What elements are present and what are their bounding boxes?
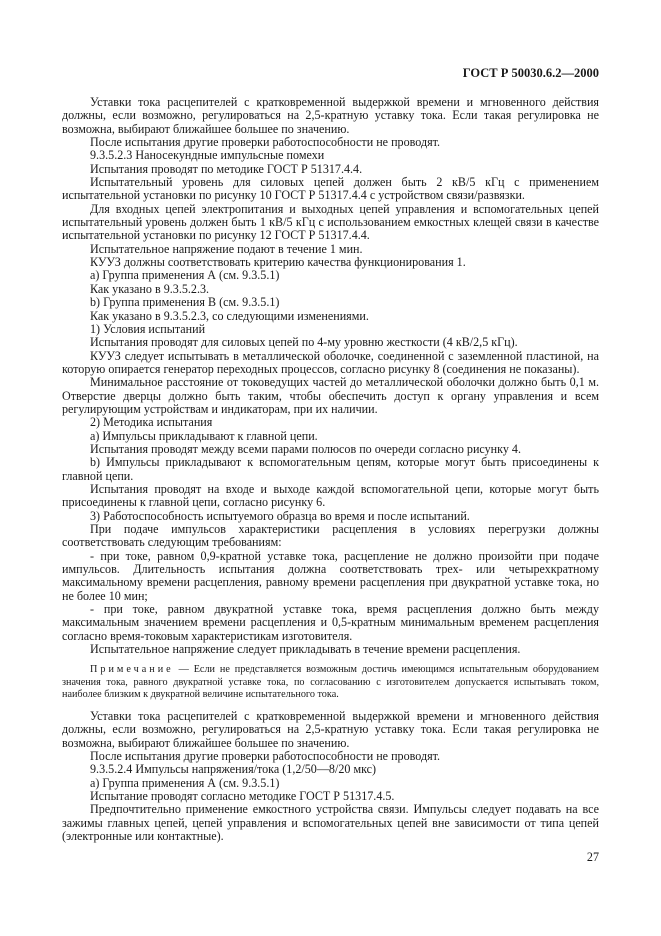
paragraph <box>62 310 599 323</box>
paragraph-text: После испытания другие проверки работоспособности не проводят. <box>90 749 441 764</box>
paragraph <box>62 176 599 203</box>
paragraph-text: Для входных цепей электропитания и выходных цепей управления и вспомогательных цепей испытательный уровень должен быть 1 кВ/5 кГц с использованием емкостных клещей связи в качестве испытательной установки по рисунку 12 ГОСТ Р 51317.4.4. <box>62 201 599 243</box>
paragraph-text: После испытания другие проверки работоспособности не проводят. <box>90 135 441 150</box>
paragraph <box>62 643 599 656</box>
paragraph-text: Испытания проводят для силовых цепей по 4-му уровню жесткости (4 кВ/2,5 кГц). <box>90 335 518 350</box>
paragraph <box>62 510 599 523</box>
paragraph <box>62 96 599 136</box>
paragraph <box>62 430 599 443</box>
paragraph-text: Уставки тока расцепителей с кратковременной выдержкой времени и мгновенного действия должны, если возможно, регулироваться на 2,5-кратную уставку тока. Если такая регулировка не возможна, выбирают ближайшее большее по значению. <box>62 95 599 136</box>
paragraph <box>62 710 599 750</box>
note-label: Примечание <box>90 664 174 676</box>
paragraph-text: Испытательное напряжение следует прикладывать в течение времени расцепления. <box>90 642 521 657</box>
paragraph-text: - при токе, равном 0,9-кратной уставке тока, расцепление не должно произойти при подаче импульсов. Длительность испытания должна соответствовать трех- или четырехкратному максимальному времени расцепления, равному времени расцепления при двукратной уставке тока, но не более 10 мин; <box>62 548 599 603</box>
paragraph <box>62 296 599 309</box>
paragraph-text: а) Импульсы прикладывают к главной цепи. <box>90 428 318 443</box>
paragraph-text: Испытания проводят по методике ГОСТ Р 51317.4.4. <box>90 161 363 176</box>
document-header: ГОСТ Р 50030.6.2—2000 <box>462 66 599 80</box>
paragraph-text: Уставки тока расцепителей с кратковременной выдержкой времени и мгновенного действия должны, если возможно, регулироваться на 2,5-кратную уставку тока. Если такая регулировка не возможна, выбирают ближайшее большее по значению. <box>62 709 599 750</box>
paragraph <box>62 323 599 336</box>
paragraph-text: Как указано в 9.3.5.2.3, со следующими изменениями. <box>90 308 369 323</box>
paragraph-text: Испытания проводят между всеми парами полюсов по очереди согласно рисунку 4. <box>90 441 521 456</box>
paragraph <box>62 483 599 510</box>
paragraph-text: Испытание проводят согласно методике ГОСТ Р 51317.4.5. <box>90 789 395 804</box>
paragraph-text: - при токе, равном двукратной уставке тока, время расцепления должно быть между максимальным значением времени расцепления и 0,5-кратным минимальным временем расцепления согласно время-токовым характеристикам изготовителя. <box>62 602 599 643</box>
paragraph <box>62 523 599 550</box>
paragraph <box>62 376 599 416</box>
paragraph <box>62 456 599 483</box>
paragraph <box>62 443 599 456</box>
paragraph-text: 2) Методика испытания <box>90 415 213 430</box>
paragraph <box>62 790 599 803</box>
paragraph-text: КУУЗ следует испытывать в металлической оболочке, соединенной с заземленной пластиной, на которую опирается генератор переходных процессов, согласно рисунку 8 (соединения не показаны). <box>62 348 599 376</box>
paragraph <box>62 269 599 282</box>
paragraph-text: 3) Работоспособность испытуемого образца во время и после испытаний. <box>90 508 470 523</box>
paragraph-text: Как указано в 9.3.5.2.3. <box>90 281 210 296</box>
paragraph <box>62 777 599 790</box>
paragraph-text: 1) Условия испытаний <box>90 321 206 336</box>
paragraph-text: b) Импульсы прикладывают к вспомогательным цепям, которые могут быть присоединены к главной цепи. <box>62 455 599 483</box>
paragraph-text: 9.3.5.2.3 Наносекундные импульсные помехи <box>90 148 325 163</box>
paragraph <box>62 243 599 256</box>
paragraph-text: b) Группа применения В (см. 9.3.5.1) <box>90 295 280 310</box>
paragraph <box>62 763 599 776</box>
paragraph-text: Испытательное напряжение подают в течение 1 мин. <box>90 241 363 256</box>
paragraph-text: а) Группа применения А (см. 9.3.5.1) <box>90 775 280 790</box>
paragraph-text: КУУЗ должны соответствовать критерию качества функционирования 1. <box>90 255 466 270</box>
paragraph <box>62 416 599 429</box>
document-body <box>62 96 599 843</box>
paragraph-text: — Если не представляется возможным достичь имеющимся испытательным оборудованием значения тока, равного двукратной уставке тока, по согласованию с изготовителем допускается испытывать током, наиболее близким к двукратной величине испытательного тока. <box>62 664 599 700</box>
paragraph <box>62 203 599 243</box>
paragraph-text: При подаче импульсов характеристики расцепления в условиях перегрузки должны соответствовать следующим требованиям: <box>62 522 599 550</box>
paragraph <box>62 336 599 349</box>
paragraph <box>62 163 599 176</box>
paragraph-text: а) Группа применения А (см. 9.3.5.1) <box>90 268 280 283</box>
paragraph-text: Испытания проводят на входе и выходе каждой вспомогательной цепи, которые могут быть присоединены к главной цепи, согласно рисунку 6. <box>62 481 599 510</box>
paragraph <box>62 136 599 149</box>
note-paragraph <box>62 664 599 701</box>
paragraph <box>62 256 599 269</box>
paragraph-text: Минимальное расстояние от токоведущих частей до металлической оболочки должно быть 0,1 м. Отверстие дверцы должно быть таким, чтобы обеспечить доступ к органу управления и всем регулирующим устройствам и индикаторам, при их наличии. <box>62 375 599 416</box>
paragraph <box>62 550 599 603</box>
paragraph-text: Испытательный уровень для силовых цепей должен быть 2 кВ/5 кГц с применением испытательной установки по рисунку 10 ГОСТ Р 51317.4.4 с устройством связи/развязки. <box>62 175 599 203</box>
paragraph <box>62 750 599 763</box>
page-number: 27 <box>586 850 599 864</box>
paragraph <box>62 803 599 843</box>
paragraph-text: Предпочтительно применение емкостного устройства связи. Импульсы следует подавать на все зажимы главных цепей, цепей управления и вспомогательных цепей вне зависимости от типа цепей (электронные или контактные). <box>62 802 599 844</box>
paragraph <box>62 283 599 296</box>
paragraph-text: 9.3.5.2.4 Импульсы напряжения/тока (1,2/50—8/20 мкс) <box>90 762 377 777</box>
paragraph <box>62 149 599 162</box>
paragraph <box>62 603 599 643</box>
paragraph <box>62 350 599 377</box>
